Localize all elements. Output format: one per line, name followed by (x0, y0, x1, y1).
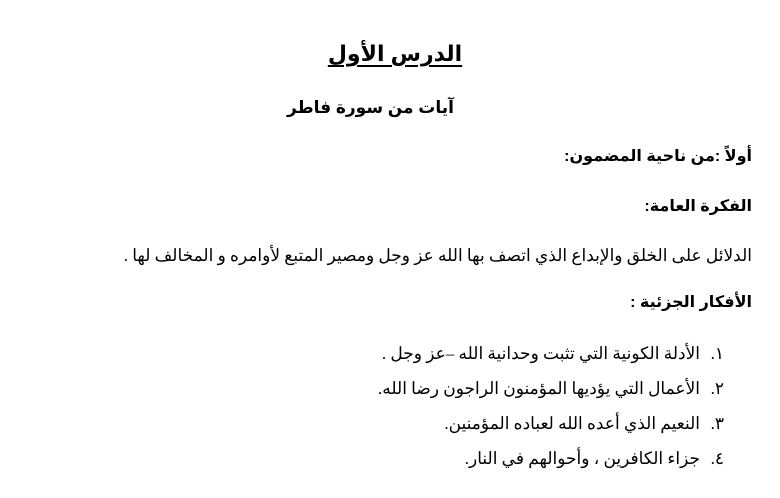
list-item-text: الأدلة الكونية التي تثبت وحدانية الله –عز وجل . (381, 344, 700, 363)
content-heading: أولاً :من ناحية المضمون: (564, 148, 752, 165)
partial-ideas-heading: الأفكار الجزئية : (630, 294, 752, 311)
list-item-text: النعيم الذي أعده الله لعباده المؤمنين. (444, 414, 700, 433)
list-item (378, 447, 724, 482)
list-item-number: ٤. (710, 449, 724, 468)
lesson-subtitle: آيات من سورة فاطر (287, 98, 454, 117)
list-item-number: ٣. (710, 414, 724, 433)
list-item (378, 412, 724, 447)
list-item (378, 342, 724, 377)
list-item (378, 377, 724, 412)
list-item-text: جزاء الكافرين ، وأحوالهم في النار. (464, 449, 700, 468)
list-item-number: ٢. (710, 379, 724, 398)
general-idea-heading: الفكرة العامة: (644, 198, 752, 215)
general-idea-text: الدلائل على الخلق والإبداع الذي اتصف بها الله عز وجل ومصير المتبع لأوامره و المخالف لها . (123, 246, 752, 265)
lesson-title: الدرس الأول (327, 41, 463, 66)
list-item-number: ١. (710, 344, 724, 363)
list-item-text: الأعمال التي يؤديها المؤمنون الراجون رضا الله. (378, 379, 700, 398)
partial-ideas-list (378, 342, 724, 482)
